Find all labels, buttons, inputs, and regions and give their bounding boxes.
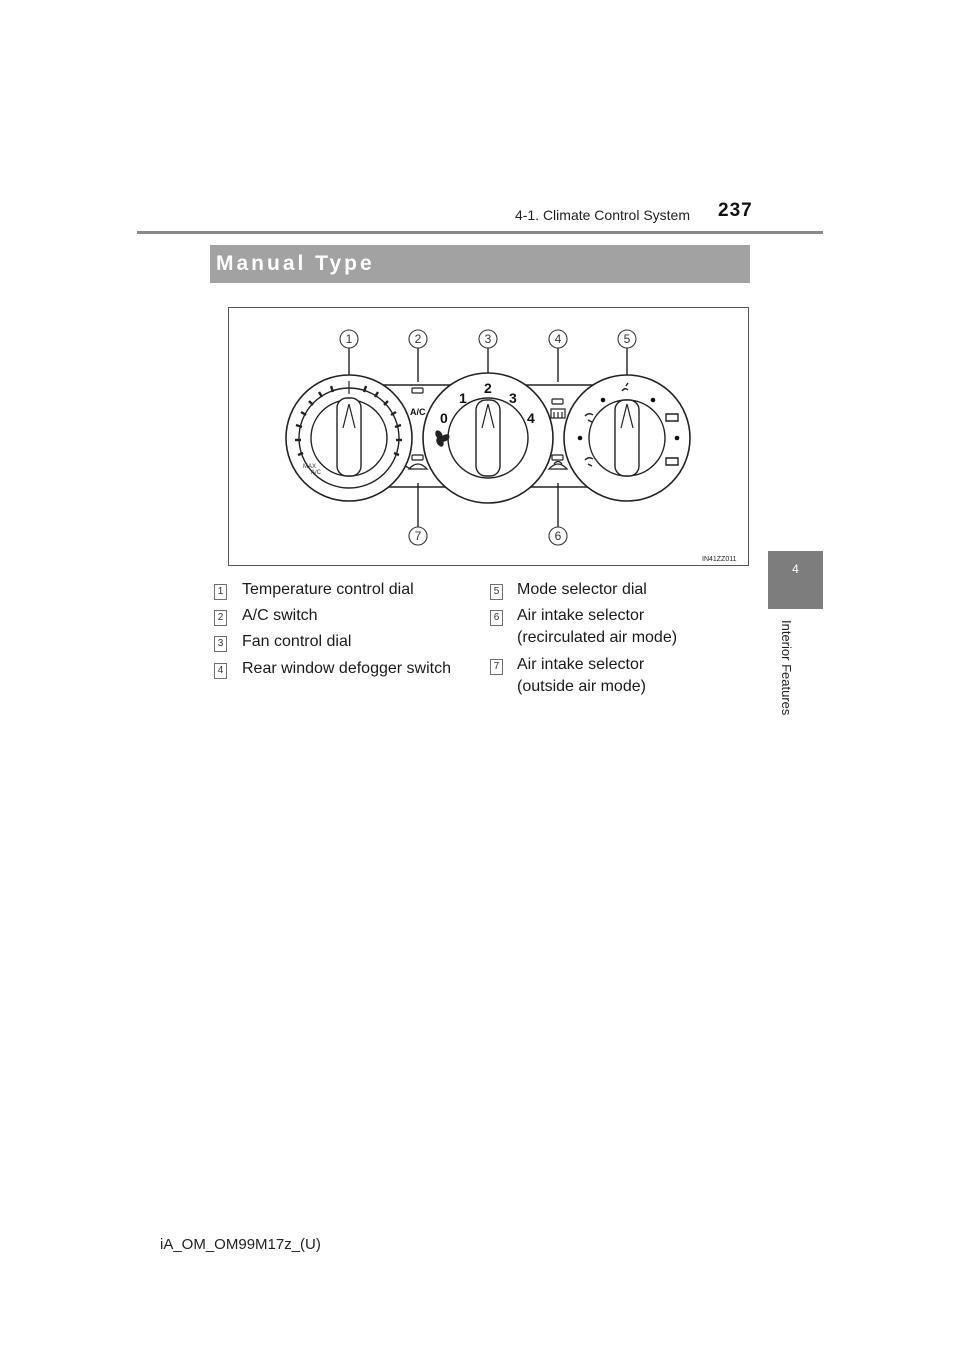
legend-text-line2: (recirculated air mode) — [517, 629, 678, 646]
mode-dial-graphic — [564, 375, 690, 501]
header-rule — [137, 231, 823, 234]
fan-speed-1: 1 — [459, 390, 467, 406]
legend-text: Temperature control dial — [242, 581, 414, 598]
max-sub-label: A/C — [311, 470, 322, 476]
fan-dial-graphic — [423, 373, 553, 503]
section-heading: Manual Type — [216, 252, 375, 275]
figure-frame — [228, 307, 749, 566]
recirculated-air-icon — [549, 462, 567, 470]
document-code: iA_OM_OM99M17z_(U) — [160, 1236, 321, 1253]
climate-control-diagram — [229, 308, 748, 565]
fan-speed-0: 0 — [440, 410, 448, 426]
chapter-tab — [768, 551, 823, 609]
legend-text-line2: (outside air mode) — [517, 678, 646, 695]
fan-speed-3: 3 — [509, 390, 517, 406]
callout-1: 1 — [345, 332, 353, 346]
temperature-dial-graphic — [286, 375, 412, 501]
legend-item-7 — [490, 655, 646, 695]
legend-item-4 — [214, 659, 451, 679]
legend-item-1 — [214, 580, 414, 600]
legend-number: 6 — [490, 610, 503, 626]
page-number: 237 — [718, 200, 753, 221]
legend-item-3 — [214, 632, 352, 652]
fan-speed-4: 4 — [527, 410, 535, 426]
figure-code: IN41ZZ011 — [702, 556, 737, 563]
fan-speed-2: 2 — [484, 380, 492, 396]
max-label: MAX — [303, 464, 317, 470]
ac-label: A/C — [410, 407, 426, 417]
callout-7: 7 — [414, 529, 422, 543]
legend-text: Air intake selector — [517, 607, 645, 624]
legend-text: Rear window defogger switch — [242, 660, 451, 677]
legend-text: A/C switch — [242, 607, 318, 624]
legend-number: 4 — [214, 663, 227, 679]
legend-number: 1 — [214, 584, 227, 600]
legend-item-2 — [214, 606, 318, 626]
legend-number: 3 — [214, 636, 227, 652]
chapter-title-wrap — [780, 620, 794, 730]
legend-number: 7 — [490, 659, 503, 675]
legend-number: 2 — [214, 610, 227, 626]
legend-text: Mode selector dial — [517, 581, 647, 598]
legend-item-5 — [490, 580, 647, 600]
callout-6: 6 — [554, 529, 562, 543]
callout-5: 5 — [623, 332, 631, 346]
legend-number: 5 — [490, 584, 503, 600]
callout-4: 4 — [554, 332, 562, 346]
section-title: 4-1. Climate Control System — [514, 207, 690, 223]
callout-2: 2 — [414, 332, 422, 346]
callout-3: 3 — [484, 332, 492, 346]
outside-air-icon — [405, 464, 427, 469]
legend-text: Fan control dial — [242, 633, 352, 650]
legend-text: Air intake selector — [517, 656, 645, 673]
defogger-icon — [551, 409, 565, 418]
legend-item-6 — [490, 606, 678, 646]
chapter-title: Interior Features — [779, 620, 794, 716]
chapter-number: 4 — [792, 562, 799, 576]
